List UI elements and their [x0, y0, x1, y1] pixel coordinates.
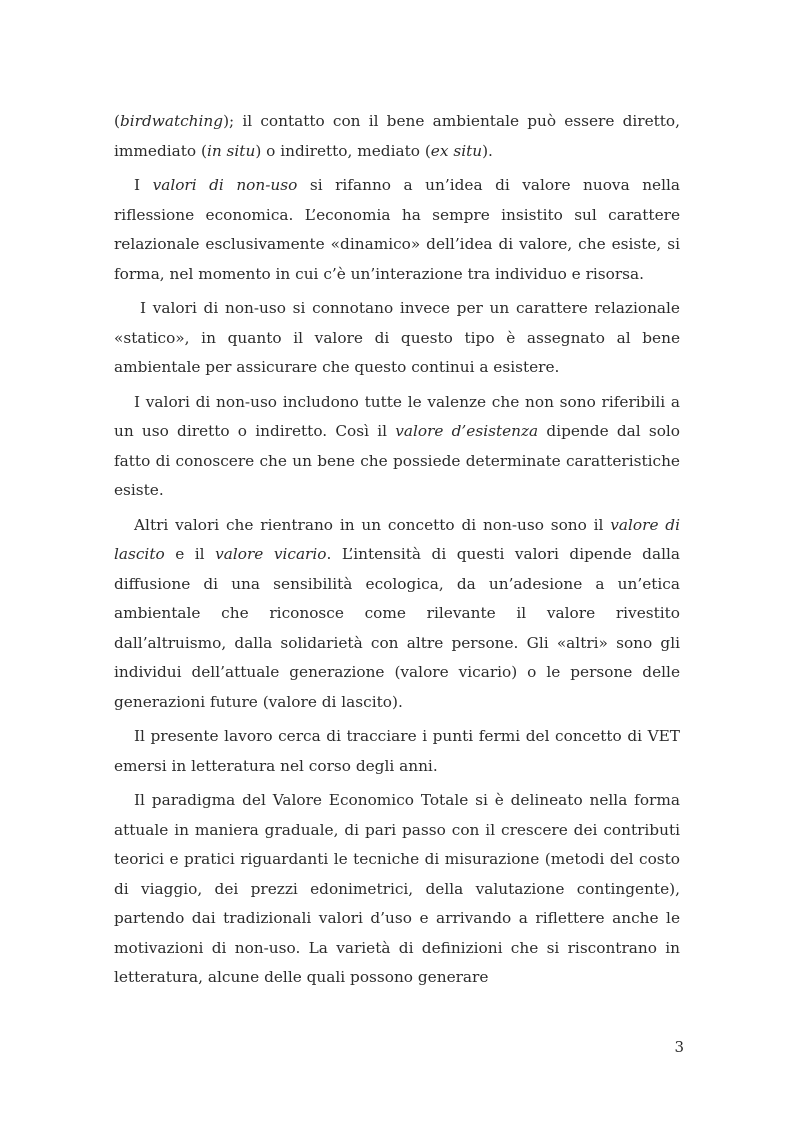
paragraph-6 [114, 722, 680, 781]
emphasis-span: in situ [206, 141, 256, 160]
text-span: I valori di non-uso includono tutte le valenze che non sono riferibili a un uso diretto o indiretto. Così il [114, 392, 680, 440]
paragraph-5 [114, 511, 680, 718]
paragraph-1 [114, 107, 680, 166]
text-span: Il paradigma del Valore Economico Totale si è delineato nella forma attuale in maniera graduale, di pari passo con il crescere dei contributi teorici e pratici riguardanti le tecniche di misurazione (metodi del costo di viaggio, dei prezzi edonimetrici, della valutazione contingente), partendo dai tradizionali valori d’uso e arrivando a riflettere anche le motivazioni di non-uso. La varietà di definizioni che si riscontrano in letteratura, alcune delle quali possono generare [114, 791, 680, 986]
paragraph-3 [114, 294, 680, 383]
text-span: I valori di non-uso si connotano invece per un carattere relazionale «statico», in quanto il valore di questo tipo è assegnato al bene ambientale per assicurare che questo continui a esistere. [114, 299, 680, 376]
paragraph-2 [114, 171, 680, 289]
text-span: . L’intensità di questi valori dipende dalla diffusione di una sensibilità ecologica, da un’adesione a un’etica ambientale che riconosce come rilevante il valore rivestito dall’altruismo, dalla solidarietà con altre persone. Gli «altri» sono gli individui dell’attuale generazione (valore vicario) o le persone delle generazioni future (valore di lascito). [114, 545, 680, 711]
document-body [114, 107, 680, 998]
emphasis-span: valore di lascito [114, 515, 680, 563]
emphasis-span: ex situ [430, 141, 483, 160]
emphasis-span: birdwatching [119, 112, 224, 130]
text-span: I [134, 176, 153, 194]
text-span: dipende dal solo fatto di conoscere che un bene che possiede determinate caratteristiche esiste. [114, 422, 681, 499]
paragraph-4 [114, 388, 680, 506]
text-span: si rifanno a un’idea di valore nuova nella riflessione economica. L’economia ha sempre insistito sul carattere relazionale esclusivamente «dinamico» dell’idea di valore, che esiste, si forma, nel momento in cui c’è un’interazione tra individuo e risorsa. [114, 176, 681, 283]
page-number: 3 [674, 1038, 684, 1056]
text-span: e il [164, 545, 216, 563]
emphasis-span: valore d’esistenza [395, 422, 539, 440]
text-span: Altri valori che rientrano in un concetto di non-uso sono il [134, 515, 611, 534]
paragraph-7 [114, 786, 680, 993]
text-span: ( [114, 112, 120, 130]
text-span: Il presente lavoro cerca di tracciare i punti fermi del concetto di VET emersi in letteratura nel corso degli anni. [114, 727, 680, 775]
text-span: ); il contatto con il bene ambientale può essere diretto, immediato ( [114, 112, 680, 160]
text-span: ) o indiretto, mediato ( [255, 141, 431, 160]
text-span: ). [482, 141, 493, 160]
emphasis-span: valore vicario [215, 545, 327, 563]
emphasis-span: valori di non-uso [152, 176, 298, 194]
